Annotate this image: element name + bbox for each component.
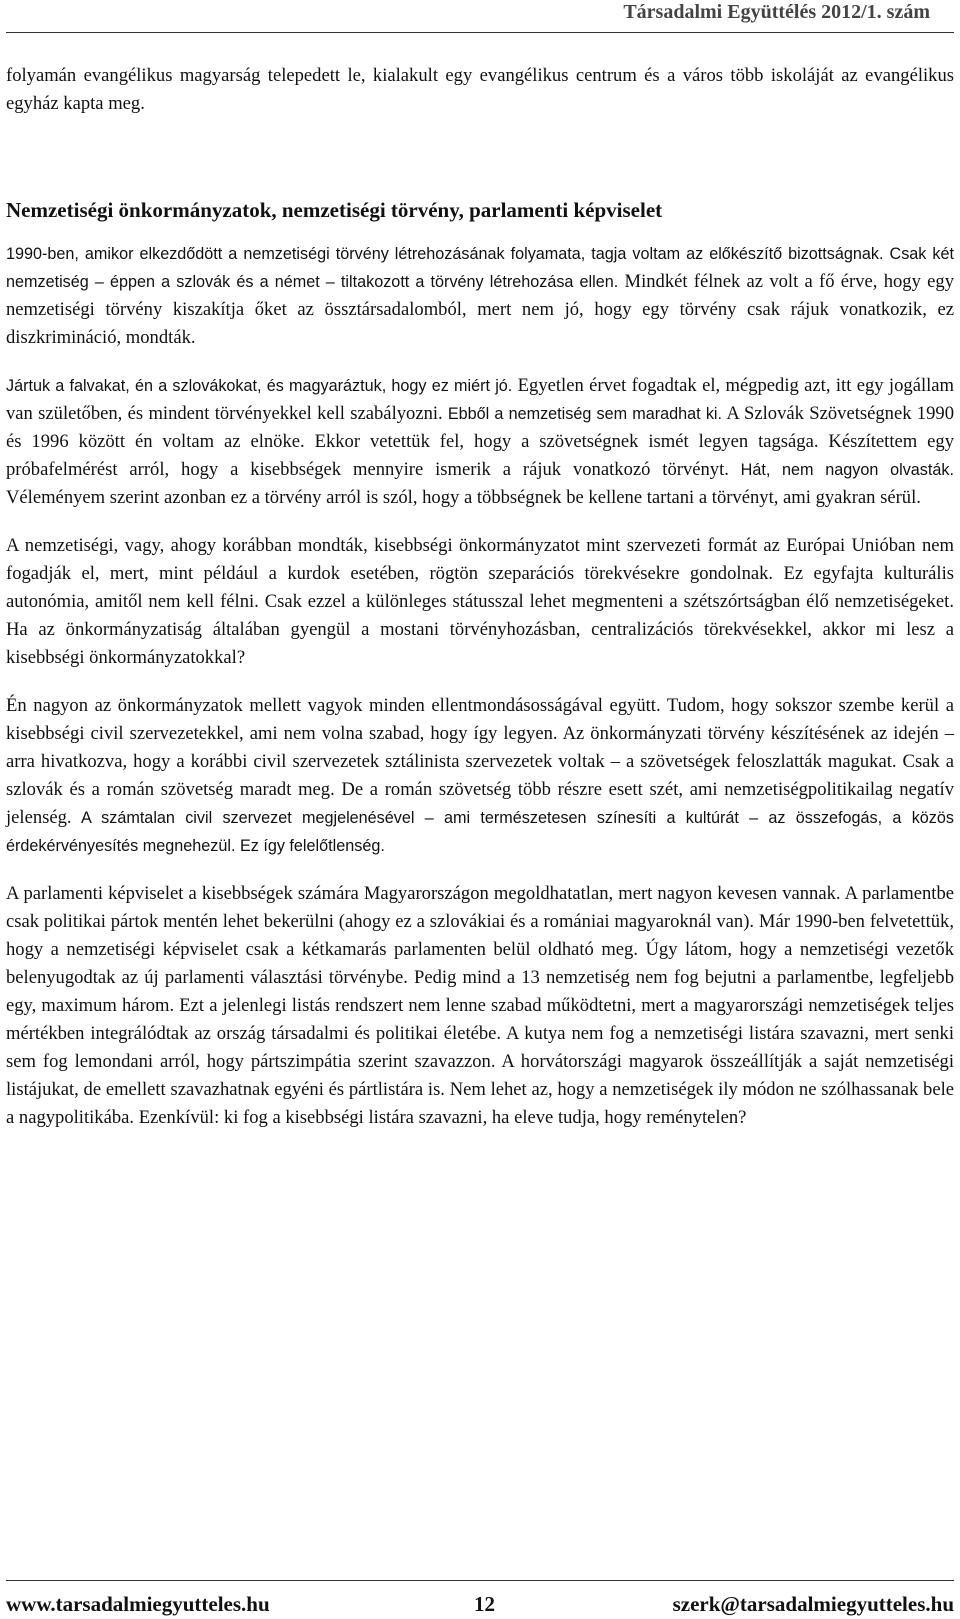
paragraph-5: [6, 880, 954, 1132]
page-footer: [6, 1580, 954, 1619]
paragraph-2-part-f: Véleményem szerint azonban ez a törvény arról is szól, hogy a többségnek be kellene tartani a törvényt, ami gyakran sérül.: [6, 487, 921, 508]
paragraph-1-part-a: 1990-ben, amikor elkezdődött a nemzetiségi törvény létrehozásának folyamata, tagja voltam az előkészítő bizottságnak. Csak két nemzetiség – éppen a szlovák és a német – tiltakozott a törvény létrehozása ellen.: [6, 245, 954, 291]
paragraph-1: [6, 240, 954, 352]
paragraph-1-part-b: Mindkét félnek az volt a fő érve, hogy egy nemzetiségi törvény kiszakítja őket az össztársadalomból, mert nem jó, hogy egy törvény csak rájuk vonatkozik, ez diszkrimináció, mondták.: [6, 271, 955, 348]
footer-page-number: 12: [474, 1592, 495, 1616]
paragraph-2-part-a: Jártuk a falvakat, én a szlovákokat, és magyaráztuk, hogy ez miért jó.: [6, 377, 513, 395]
paragraph-2-part-d: A Szlovák Szövetségnek 1990 és 1996 között én voltam az elnöke. Ekkor vetettük fel, hogy a szövetségnek ismét legyen tagsága. Készítettem egy próbafelmérést arról, hogy a kisebbségek mennyire ismerik a rájuk vonatkozó törvényt.: [6, 403, 954, 480]
paragraph-4: [6, 692, 954, 860]
paragraph-2: [6, 372, 954, 512]
spacer: [6, 118, 954, 196]
section-heading: Nemzetiségi önkormányzatok, nemzetiségi törvény, parlamenti képviselet: [6, 198, 663, 222]
running-header-title: Társadalmi Együttélés 2012/1. szám: [623, 1, 930, 23]
paragraph-3: [6, 532, 954, 672]
spacer: [6, 860, 954, 880]
paragraph-4-part-a: Én nagyon az önkormányzatok mellett vagyok minden ellentmondásosságával együtt. Tudom, hogy sokszor szembe kerül a kisebbségi civil szervezetekkel, ami nem volna szabad, hogy így legyen.: [6, 695, 954, 744]
footer-email-link[interactable]: szerk@tarsadalmiegyutteles.hu: [672, 1592, 954, 1616]
paragraph-5-text: A parlamenti képviselet a kisebbségek számára Magyarországon megoldhatatlan, mert nagyon kevesen vannak. A parlamentbe csak politikai pártok mentén lehet bekerülni (ahogy ez a szlovákiai és a romániai magyaroknál van). Már 1990-ben felvetettük, hogy a nemzetiségi képviselet csak a kétkamarás parlamenten belül oldható meg. Úgy látom, hogy a nemzetiségi vezetők belenyugodtak az új parlamenti választási törvénybe. Pedig mind a 13 nemzetiség nem fog bejutni a parlamentbe, legfeljebb egy, maximum három. Ezt a jelenlegi listás rendszert nem lenne szabad működtetni, mert a magyarországi nemzetiségek teljes mértékben integrálódtak az ország társadalmi és politikai életébe. A kutya nem fog a nemzetiségi listára szavazni, mert senki sem fog lemondani arról, hogy pártszimpátia szerint szavazzon. A horvátországi magyarok összeállítják a saját nemzetiségi listájukat, de emellett szavazhatnak egyéni és pártlistára is. Nem lehet az, hogy a nemzetiségek ily módon ne szólhassanak bele a nagypolitikába. Ezenkívül: ki fog a kisebbségi listára szavazni, ha eleve tudja, hogy reménytelen?: [6, 883, 954, 1128]
spacer: [6, 224, 954, 240]
footer-row: [6, 1589, 954, 1619]
spacer: [6, 352, 954, 372]
paragraph-4-part-b: Az önkormányzati törvény készítésének az idején – arra hivatkozva, hogy a korábbi civil szervezetek sztálinista szervezetek voltak – a szövetségek feloszlatták magukat. Csak a szlovák és a román szövetség maradt meg. De a román szövetség több részre esett szét, ami nemzetiségpolitikailag negatív jelenség.: [6, 723, 954, 828]
header-rule: [6, 32, 954, 33]
paragraph-2-part-c: Ebből a nemzetiség sem maradhat ki.: [442, 405, 723, 423]
paragraph-3-text: A nemzetiségi, vagy, ahogy korábban mondták, kisebbségi önkormányzatot mint szervezeti formát az Európai Unióban nem fogadják el, mert, mint például a kurdok esetében, rögtön szeparációs törekvésekre gondolnak. Ez egyfajta kulturális autonómia, amitől nem kell félni. Csak ezzel a különleges státusszal lehet megmenteni a szétszórtságban élő nemzetiségeket. Ha az önkormányzatiság általában gyengül a mostani törvényhozásban, centralizációs törekvésekkel, akkor mi lesz a kisebbségi önkormányzatokkal?: [6, 535, 954, 668]
paragraph-4-part-c: A számtalan civil szervezet megjelenésével – ami természetesen színesíti a kultúrát – az összefogás, a közös érdekérvényesítés megnehezül. Ez így felelőtlenség.: [6, 809, 954, 855]
paragraph-2-part-e: Hát, nem nagyon olvasták.: [728, 461, 954, 479]
spacer: [6, 512, 954, 532]
footer-website-link[interactable]: www.tarsadalmiegyutteles.hu: [6, 1592, 270, 1616]
article-body: [6, 62, 954, 1132]
intro-paragraph: folyamán evangélikus magyarság telepedett le, kialakult egy evangélikus centrum és a város több iskoláját az evangélikus egyház kapta meg.: [6, 65, 954, 114]
spacer: [6, 672, 954, 692]
paragraph-2-part-b: Egyetlen érvet fogadtak el, mégpedig azt, itt egy jogállam van születőben, és mindent törvényekkel kell szabályozni.: [6, 375, 954, 424]
